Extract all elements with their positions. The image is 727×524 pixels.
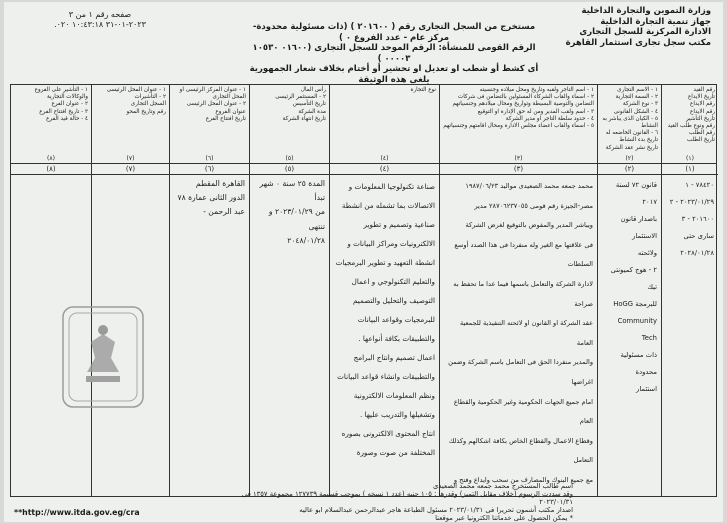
- ministry-name: وزارة التموين والتجارة الداخلية: [581, 6, 711, 16]
- page-number: صفحه رقم ١ من ٣: [68, 10, 132, 19]
- legend-num: (٢): [625, 155, 634, 162]
- legend-col-2: [597, 85, 661, 163]
- value-num: (٤): [330, 164, 439, 175]
- legend-num: (١): [686, 155, 694, 162]
- fees-paid: وقد سددت الرسوم (خلاف مقابل التميز) وقدرها : ١٠٥ جنيه (عدد ١ نسخه ) بموجب قسيمة ١٢٧٧٣٩ مجموعة ١٣٥٧ فى ٢٠٢٣/٠١/٣١: [241, 490, 573, 506]
- value-col-2: [597, 164, 661, 496]
- value-text: القاهرة المقطم الدور الثانى عمارة ٧٨ عبد الرحمن -: [177, 179, 245, 217]
- commercial-register-document: [4, 2, 723, 522]
- legend-text: ١ - التأشير على الفروع والوكالات التجارية ٢ - عنوان الفرع ٣ - تاريخ افتتاح الفرع ٤ - حالة قيد الفرع: [34, 87, 88, 122]
- legend-num: (٣): [514, 155, 523, 162]
- value-text: صناعة تكنولوجيا المعلومات و الاتصالات بما تشمله من انشطة صناعية وتصميم و تطوير الالكترونيات ومراكز البيانات و انشطة التعهيد و تطوير البرمجيات والتعليم التكنولوجي و اعمال التوصيف والتحليل والتصميم للبرمجيات وقواعد البيانات والتطبيقات بكافة أنواعها . اعمال تصميم وانتاج البرامج والتطبيقات وانشاء قواعد البيانات ونظم المعلومات الالكترونية وتشغيلها والتدريب عليها . انتاج المحتوى الالكترونى بصوره المختلفة من صوت وصورة: [335, 182, 435, 457]
- footer-block: [213, 482, 573, 522]
- value-col-1: [661, 164, 718, 496]
- legend-num: (٦): [205, 155, 214, 162]
- legend-text: نوع التجارة: [410, 87, 436, 93]
- value-text: [92, 175, 169, 179]
- office-name: مكتب سجل تجارى استثمار القاهرة: [565, 37, 711, 48]
- value-text: ٧٨٤٢٠ - ١ ٢٠٢٣/٠١/٢٩ - ٢ ٢٠١٦٠٠ - ٣ سارى حتى ٢٠٢٨/٠١/٢٨: [669, 181, 714, 257]
- value-text: [11, 175, 91, 179]
- legend-col-8: [11, 85, 91, 163]
- issuer-line: [213, 506, 573, 514]
- value-num: (١): [662, 164, 718, 175]
- value-text: المدة ٢٥ سنة ٠ شهر تبدأ من ٢٠٢٣/٠١/٢٩ و تنتهى ٢٠٤٨/٠١/٢٨: [259, 179, 325, 245]
- admin-name: الادارة المركزية للسجل التجارى: [579, 27, 711, 37]
- legend-num: (٨): [47, 155, 55, 162]
- legend-text: ١ - اسم التاجر ولقبه وتاريخ ومحل ميلاده وجنسيته ٢ - اسماء والقاب الشركاء المسئولين بالتضامن فى شركات التضامن والتوصية البسيطة وتواريخ ومحال ميلادهم وجنسياتهم ٣ - اسم ولقب المدير ومن له حق الإدارة او التوقيع ٤ - حدود سلطة التاجر او مدير الشركة ٥ - اسماء والقاب اعضاء مجلس الادارة ومحال اقامتهم وجنسياتهم: [443, 87, 594, 130]
- value-num: (٢): [598, 164, 661, 175]
- legend-col-7: [91, 85, 169, 163]
- official-stamp-seal: [60, 304, 146, 410]
- value-col-6: [169, 164, 249, 496]
- value-text: محمد جمعه محمد الصعيدى مواليد ١٩٨٧/٠٦/٢٣ مصر-الجيزة رقم قومى ٢٨٧٠٦٢٣٧٠٥٥ مدير ويباشر المدير والمفوض بالتوقيع لغرض الشركة فى علاقتها مع الغير وله منفردا فى هذا الصدد أوسع السلطات لادارة الشركة والتعامل باسمها فيما عدا ما تحفظ به صراحة عقد الشركة او القانون او لائحته التنفيذية للجمعية العامة والمدير منفردا الحق فى التعامل باسم الشركة وضمن اغراضها امام جميع الجهات الحكومية وغير الحكومية والقطاع العام وقطاع الاعمال والقطاع الخاص بكافة اشكالهم وكذلك التعامل مع جميع البنوك والمصارف من سحب وايداع وفتح و: [448, 182, 593, 484]
- register-title: مستخرج من السجل التجارى رقم ( ٢٠١٦٠٠ ) (ذات مسئولية محدودة-مركز عام - عدد الفروع ٠ ): [252, 22, 536, 43]
- legend-table: [10, 84, 717, 164]
- applicant-name: اسم طالب المستخرج محمد جمعه محمد الصعيدى: [433, 482, 573, 490]
- legend-text: ١ - عنوان المركز الرئيسى او المحل التجارى ٢ - عنوان المحل الرئيسى عنوان الفروع تاريخ افتتاح الفرع: [179, 87, 246, 122]
- legend-col-4: [329, 85, 439, 163]
- warning-text: أى كشط أو شطب او تعديل او تحشير أو أختام بخلاف شعار الجمهورية يلغى هذه الوثيقة: [249, 64, 539, 85]
- national-number: الرقم القومى للمنشأة: الرقم الموحد للسجل التجارى (٠١٦٠٠ ١٠٥٣٠ ٠٠٠٠٣ ): [252, 43, 536, 64]
- value-col-4: [329, 164, 439, 496]
- online-note: * يمكن الحصول على خدماتنا الكترونيا عبر موقعنا: [435, 514, 573, 522]
- value-num: (٣): [440, 164, 597, 175]
- legend-text: ١ - الاسم التجارى ٢ - السمة التجارية ٣ - نوع الشركة ٤ - الشكل القانونى ٥ - الكيان الذى يباشر به النشاط ٦ - القانون الخاضعه له تاريخ بدء النشاط تاريخ نشر عقد الشركة: [602, 87, 658, 151]
- print-timestamp: ٢٠٢٣-٠١-٣١ ١٠:٤٣:١٨ ٠٢٠.: [54, 20, 146, 29]
- header-title-block: [244, 22, 544, 85]
- website-link[interactable]: **http://www.itda.gov.eg/cra: [14, 508, 140, 517]
- legend-col-1: [661, 85, 718, 163]
- legend-num: (٥): [285, 155, 294, 162]
- agency-name: جهاز تنمية التجارة الداخلية: [600, 16, 711, 27]
- legend-num: (٤): [380, 155, 389, 162]
- legend-text: رأس المال ٢ - المستثمر الرئيسى تاريخ التأسيس مدة الشركة تاريخ انتهاء الشركة: [275, 87, 326, 122]
- value-num: (٨): [11, 164, 91, 175]
- value-num: (٦): [170, 164, 249, 175]
- value-num: (٧): [92, 164, 169, 175]
- header-page-info: [10, 10, 190, 30]
- legend-col-3: [439, 85, 597, 163]
- legend-num: (٧): [126, 155, 135, 162]
- issuer-text: أشمون تحريرا فى ٢٠٢٣/٠١/٣١ مسئول الطباعة هاجر عبدالرحمن عبدالسلام ابو عاليه: [299, 506, 537, 514]
- value-text: قانون ٧٢ لسنة ٢٠١٧ باصدار قانون الاستثمار ولائحته ٢ - هوج كميونتى تيك للبرمجة HoGG Community Tech ذات مسئولية محدودة استثمار: [610, 181, 657, 393]
- office-label: اصدار مكتب: [538, 506, 573, 514]
- legend-col-5: [249, 85, 329, 163]
- legend-col-6: [169, 85, 249, 163]
- legend-text: رقم القيد تاريخ الايداع رقم الايداع رقم الايداع تاريخ التأشير رقم ونوع طلب القيد رقم الطلب تاريخ الطلب: [667, 87, 715, 144]
- legend-text: ١ - عنوان المحل الرئيسى ٢ - التأشيرات السجل التجارى رقم وتاريخ المحو: [106, 87, 166, 115]
- value-col-3: [439, 164, 597, 496]
- value-col-5: [249, 164, 329, 496]
- value-num: (٥): [250, 164, 329, 175]
